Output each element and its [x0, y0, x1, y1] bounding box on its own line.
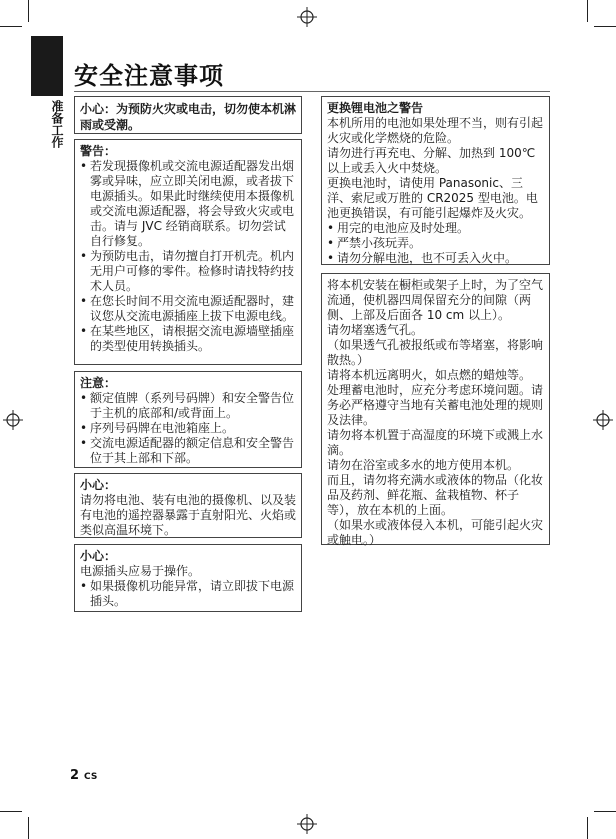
registration-mark-icon — [593, 410, 613, 430]
install-paragraph: 请勿堵塞透气孔。 — [327, 323, 424, 337]
crop-mark — [594, 811, 616, 812]
warning-box — [74, 139, 302, 365]
crop-mark — [0, 811, 22, 812]
registration-mark-icon — [297, 7, 317, 27]
list-item: • 在您长时间不用交流电源适配器时，建议您从交流电源插座上拔下电源电线。 — [80, 294, 296, 324]
list-item: • 若发现摄像机或交流电源适配器发出烟雾或异味，应立即关闭电源，或者拔下电源插头。如果此时继续使用本摄像机或交流电源适配器，将会导致火灾或电击。请与 JVC 经销商联系。切勿尝试自行修复。 — [80, 159, 296, 249]
crop-mark — [28, 0, 29, 22]
caution-box-battery-heat — [74, 473, 302, 538]
list-item: • 严禁小孩玩弄。 — [327, 236, 544, 251]
list-item: • 在某些地区，请根据交流电源墙壁插座的类型使用转换插头。 — [80, 324, 296, 354]
warning-heading: 警告： — [80, 144, 117, 158]
installation-box — [321, 273, 550, 545]
registration-mark-icon — [297, 814, 317, 834]
list-item: • 为预防电击，请勿擅自打开机壳。机内无用户可修的零件。检修时请找特约技术人员。 — [80, 249, 296, 294]
crop-mark — [28, 817, 29, 839]
install-paragraph: 请勿将本机置于高湿度的环境下或溅上水滴。 — [327, 428, 544, 457]
crop-mark — [587, 817, 588, 839]
section-tab — [31, 36, 63, 96]
lithium-battery-box — [321, 96, 550, 265]
list-item: • 如果摄像机功能异常，请立即拔下电源插头。 — [80, 579, 296, 609]
page-number: 2 — [70, 768, 80, 783]
registration-mark-icon — [3, 410, 23, 430]
language-code: CS — [84, 772, 98, 782]
notice-list — [80, 391, 296, 466]
battery-list — [327, 221, 544, 266]
battery-paragraph: 更换电池时，请使用 Panasonic、三洋、索尼或万胜的 CR2025 型电池。电池更换错误，有可能引起爆炸及火灾。 — [327, 176, 538, 220]
install-paragraph: 将本机安装在橱柜或架子上时，为了空气流通，使机器四周保留充分的间隙（两侧、上部及后面各 10 cm 以上）。 — [327, 278, 544, 322]
caution-text: 小心：为预防火灾或电击，切勿使本机淋雨或受潮。 — [80, 102, 297, 132]
list-item: • 交流电源适配器的额定信息和安全警告位于其上部和下部。 — [80, 436, 296, 466]
battery-heading: 更换锂电池之警告 — [327, 101, 424, 115]
list-item: • 请勿分解电池，也不可丢入火中。 — [327, 251, 544, 266]
install-paragraph: （如果水或液体侵入本机，可能引起火灾或触电。） — [327, 518, 544, 547]
caution-text: 请勿将电池、装有电池的摄像机、以及装有电池的遥控器暴露于直射阳光、火焰或类似高温环境下。 — [80, 493, 297, 537]
install-paragraph: 而且，请勿将充满水或液体的物品（化妆品及药剂、鲜花瓶、盆栽植物、杯子等），放在本机的上面。 — [327, 473, 544, 517]
list-item: • 额定值牌（系列号码牌）和安全警告位于主机的底部和/或背面上。 — [80, 391, 296, 421]
install-paragraph: 请将本机远离明火，如点燃的蜡烛等。 — [327, 368, 532, 382]
list-item: • 用完的电池应及时处理。 — [327, 221, 544, 236]
section-label: 准备工作 — [50, 100, 64, 148]
page-title: 安全注意事项 — [74, 62, 224, 90]
caution-list — [80, 579, 296, 609]
crop-mark — [587, 0, 588, 22]
install-paragraph: （如果透气孔被报纸或布等堵塞，将影响散热。） — [327, 338, 544, 367]
caution-box-plug — [74, 544, 302, 612]
crop-mark — [0, 26, 22, 27]
caution-heading: 小心： — [80, 549, 117, 563]
list-item: • 序列号码牌在电池箱座上。 — [80, 421, 296, 436]
crop-mark — [594, 26, 616, 27]
install-paragraph: 请勿在浴室或多水的地方使用本机。 — [327, 458, 520, 472]
caution-heading: 小心： — [80, 478, 117, 492]
notice-box — [74, 371, 302, 468]
warning-list — [80, 159, 296, 354]
install-paragraph: 处理蓄电池时，应充分考虑环境问题。请务必严格遵守当地有关蓄电池处理的规则及法律。 — [327, 383, 544, 427]
page-footer — [70, 768, 97, 783]
battery-paragraph: 请勿进行再充电、分解、加热到 100℃ 以上或丢入火中焚烧。 — [327, 146, 536, 175]
caution-box-fire — [74, 96, 302, 134]
notice-heading: 注意： — [80, 376, 117, 390]
battery-paragraph: 本机所用的电池如果处理不当，则有引起火灾或化学燃烧的危险。 — [327, 116, 544, 145]
caution-text: 电源插头应易于操作。 — [80, 564, 201, 578]
title-divider — [74, 91, 550, 92]
